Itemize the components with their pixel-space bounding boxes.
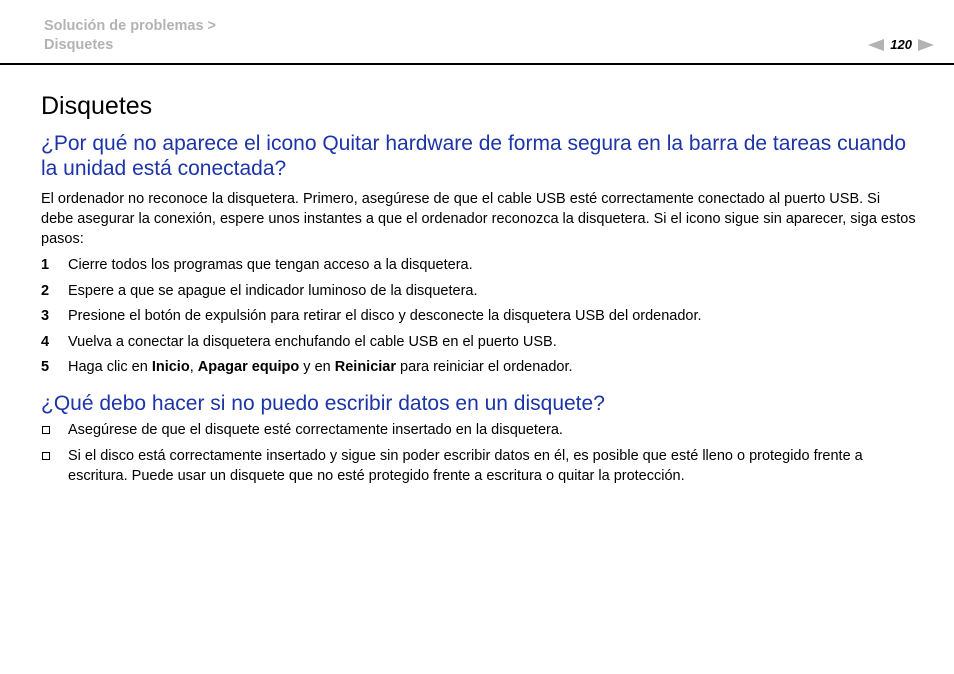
next-page-arrow-icon[interactable] — [918, 39, 934, 51]
page-header — [0, 0, 954, 65]
step-number: 2 — [41, 282, 50, 299]
step-number: 1 — [41, 257, 50, 273]
step-text-part: y en — [299, 359, 335, 375]
step-item — [41, 332, 916, 352]
bullet-text: Asegúrese de que el disquete esté correctamente insertado en la disquetera. — [68, 422, 563, 438]
breadcrumb-parent[interactable]: Solución de problemas > — [44, 18, 217, 34]
step-text-part: Haga clic en — [68, 359, 152, 375]
section-heading-safely-remove: ¿Por qué no aparece el icono Quitar hardware de forma segura en la barra de tareas cuando la unidad está conectada? — [41, 132, 907, 180]
bullet-list — [41, 420, 916, 486]
step-text-part: , — [189, 359, 198, 375]
bullet-item — [41, 446, 916, 486]
step-item — [41, 306, 916, 326]
step-number: 5 — [41, 359, 50, 375]
step-number: 3 — [41, 308, 50, 324]
ui-term-restart: Reiniciar — [334, 359, 396, 375]
step-text: Espere a que se apague el indicador luminoso de la disquetera. — [68, 282, 478, 299]
breadcrumb-current: Disquetes — [44, 37, 114, 53]
step-text: Presione el botón de expulsión para retirar el disco y desconecte la disquetera USB del ordenador. — [68, 308, 702, 324]
step-item — [41, 281, 916, 301]
step-text: Vuelva a conectar la disquetera enchufando el cable USB en el puerto USB. — [68, 333, 557, 350]
page-content — [41, 90, 916, 491]
checkbox-bullet-icon — [42, 426, 50, 434]
step-item — [41, 255, 916, 275]
page-title: Disquetes — [41, 92, 153, 120]
previous-page-arrow-icon[interactable] — [868, 39, 884, 51]
section-intro: El ordenador no reconoce la disquetera. Primero, asegúrese de que el cable USB esté correctamente conectado al puerto USB. Si debe asegurar la conexión, espere unos instantes a que el ordenador reconozca la disquetera. Si el icono sigue sin aparecer, siga estos pasos: — [41, 191, 916, 247]
step-text — [68, 359, 573, 375]
bullet-item — [41, 420, 916, 440]
step-text-part: para reiniciar el ordenador. — [396, 359, 573, 375]
step-text: Cierre todos los programas que tengan acceso a la disquetera. — [68, 257, 473, 273]
breadcrumb — [44, 17, 216, 55]
ui-term-shutdown: Apagar equipo — [197, 359, 300, 375]
step-number: 4 — [41, 333, 50, 350]
bullet-text: Si el disco está correctamente insertado y sigue sin poder escribir datos en él, es posible que esté lleno o protegido frente a escritura. Puede usar un disquete que no esté protegido frente a escritura o quitar la protección. — [68, 447, 863, 484]
pager — [868, 37, 934, 52]
checkbox-bullet-icon — [42, 452, 50, 460]
ui-term-start: Inicio — [151, 359, 190, 375]
steps-list — [41, 255, 916, 377]
step-item — [41, 357, 916, 377]
page-number: 120 — [890, 37, 912, 52]
section-heading-write-data: ¿Qué debo hacer si no puedo escribir datos en un disquete? — [41, 392, 605, 415]
